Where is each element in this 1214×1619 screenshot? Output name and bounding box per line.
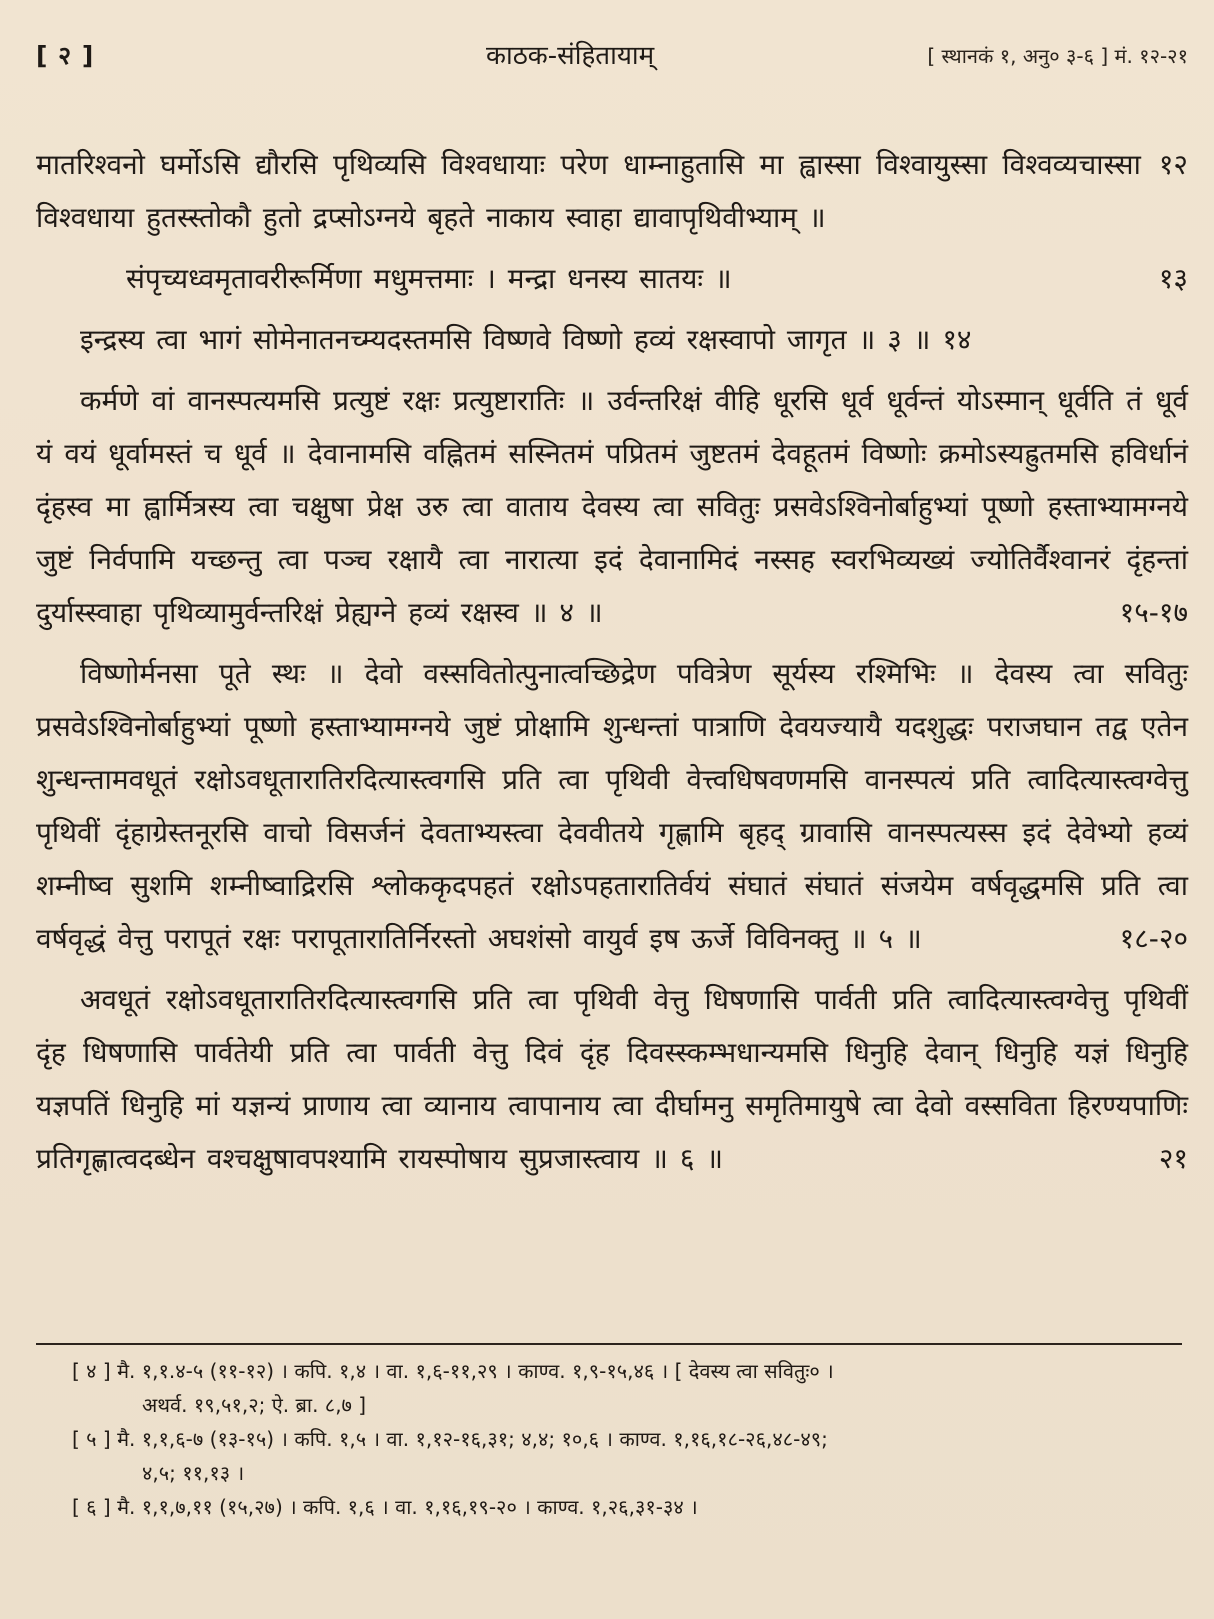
footnote-4	[72, 1354, 1182, 1422]
footnote-text: [ ५ ] मै. १,१,६-७ (१३-१५) । कपि. १,५ । वा. १,१२-१६,३१; ४,४; १०,६ । काण्व. १,१६,१८-२६,४८-४९;	[72, 1427, 828, 1451]
section-reference: [ स्थानकं १, अनु० ३-६ ] मं. १२-२१	[927, 44, 1188, 68]
verse-text: संपृच्यध्वमृतावरीरूर्मिणा मधुमत्तमाः । मन्द्रा धनस्य सातयः ॥	[126, 262, 732, 295]
verse-text: मातरिश्वनो घर्मोऽसि द्यौरसि पृथिव्यसि विश्वधायाः परेण धाम्नाहुतासि मा ह्वास्सा विश्वायुस्सा विश्वव्यचास्सा विश्वधाया हुतस्स्तोकौ हुतो द्रप्सोऽग्नये बृहते नाकाय स्वाहा द्यावापृथिवीभ्याम् ॥	[36, 148, 1141, 234]
verse-text: अवधूतं रक्षोऽवधूतारातिरदित्यास्त्वगसि प्रति त्वा पृथिवी वेत्तु धिषणासि पार्वती प्रति त्वादित्यास्त्वग्वेत्तु पृथिवीं दृंह धिषणासि पार्वतेयी प्रति त्वा पार्वती वेत्तु दिवं दृंह दिवस्स्कम्भधान्यमसि धिनुहि देवान् धिनुहि यज्ञं धिनुहि यज्ञपतिं धिनुहि मां यज्ञन्यं प्राणाय त्वा व्यानाय त्वापानाय त्वा दीर्घामनु समृतिमायुषे त्वा देवो वस्सविता हिरण्यपाणिः प्रतिगृह्णात्वदब्धेन वश्चक्षुषावपश्यामि रायस्पोषाय सुप्रजास्त्वाय ॥ ६ ॥	[36, 983, 1188, 1175]
footnote-continuation: ४,५; ११,१३ ।	[142, 1461, 245, 1485]
footnote-text: [ ६ ] मै. १,१,७,११ (१५,२७) । कपि. १,६ । वा. १,१६,१९-२० । काण्व. १,२६,३१-३४ ।	[72, 1495, 698, 1519]
footnote-6	[72, 1490, 1182, 1524]
footnote-divider	[36, 1343, 1182, 1345]
verse-12	[36, 138, 1188, 244]
verse-number: १२	[1158, 148, 1188, 181]
page-marker: [ २ ]	[36, 41, 95, 70]
verse-number: २१	[1158, 1142, 1188, 1175]
page-title: काठक-संहितायाम्	[486, 41, 655, 71]
footnote-text: [ ४ ] मै. १,१.४-५ (११-१२) । कपि. १,४ । वा. १,६-११,२९ । काण्व. १,९-१५,४६ । [ देवस्य त्वा सवितुः० ।	[72, 1359, 834, 1383]
verse-text: विष्णोर्मनसा पूते स्थः ॥ देवो वस्सवितोत्पुनात्वच्छिद्रेण पवित्रेण सूर्यस्य रश्मिभिः ॥ देवस्य त्वा सवितुः प्रसवेऽश्विनोर्बाहुभ्यां पूष्णो हस्ताभ्यामग्नये जुष्टं प्रोक्षामि शुन्धन्तां पात्राणि देवयज्यायै यदशुद्धः पराजघान तद्व एतेन शुन्धन्तामवधूतं रक्षोऽवधूतारातिरदित्यास्त्वगसि प्रति त्वा पृथिवी वेत्त्वधिषवणमसि वानस्पत्यं प्रति त्वादित्यास्त्वग्वेत्तु पृथिवीं दृंहाग्रेस्तनूरसि वाचो विसर्जनं देवताभ्यस्त्वा देववीतये गृह्णामि बृहद् ग्रावासि वानस्पत्यस्स इदं देवेभ्यो हव्यं शम्नीष्व सुशमि शम्नीष्वाद्रिरसि श्लोककृदपहतं रक्षोऽपहतारातिर्वयं संघातं संघातं संजयेम वर्षवृद्धमसि प्रति त्वा वर्षवृद्धं वेत्तु परापूतं रक्षः परापूतारातिर्निरस्तो अघशंसो वायुर्व इष ऊर्जे विविनक्तु ॥ ५ ॥	[36, 657, 1188, 955]
verse-21	[36, 973, 1188, 1185]
footnotes	[72, 1354, 1182, 1524]
verse-text: कर्मणे वां वानस्पत्यमसि प्रत्युष्टं रक्षः प्रत्युष्टारातिः ॥ उर्वन्तरिक्षं वीहि धूरसि धूर्व धूर्वन्तं योऽस्मान् धूर्वति तं धूर्व यं वयं धूर्वामस्तं च धूर्व ॥ देवानामसि वह्नितमं सस्नितमं पप्रितमं जुष्टतमं देवहूतमं विष्णोः क्रमोऽस्यह्रुतमसि हविर्धानं दृंहस्व मा ह्वार्मित्रस्य त्वा चक्षुषा प्रेक्ष उरु त्वा वाताय देवस्य त्वा सवितुः प्रसवेऽश्विनोर्बाहुभ्यां पूष्णो हस्ताभ्यामग्नये जुष्टं निर्वपामि यच्छन्तु त्वा पञ्च रक्षायै त्वा नारात्या इदं देवानामिदं नस्सह स्वरभिव्यख्यं ज्योतिर्वैश्वानरं दृंहन्तां दुर्यास्स्वाहा पृथिव्यामुर्वन्तरिक्षं प्रेह्यग्ने हव्यं रक्षस्व ॥ ४ ॥	[36, 384, 1188, 629]
verse-15-17	[36, 374, 1188, 639]
main-text	[36, 138, 1188, 1185]
verse-13	[36, 252, 1188, 305]
footnote-continuation: अथर्व. १९,५१,२; ऐ. ब्रा. ८,७ ]	[142, 1393, 367, 1417]
verse-14	[36, 313, 1188, 366]
running-head	[36, 28, 1188, 84]
verse-number: १८-२०	[1119, 922, 1188, 955]
verse-18-20	[36, 647, 1188, 965]
verse-number: १५-१७	[1119, 596, 1188, 629]
verse-text: इन्द्रस्य त्वा भागं सोमेनातनच्म्यदस्तमसि विष्णवे विष्णो हव्यं रक्षस्वापो जागृत ॥ ३ ॥ १४	[80, 323, 972, 356]
footnote-5	[72, 1422, 1182, 1490]
verse-number: १३	[1158, 262, 1188, 295]
